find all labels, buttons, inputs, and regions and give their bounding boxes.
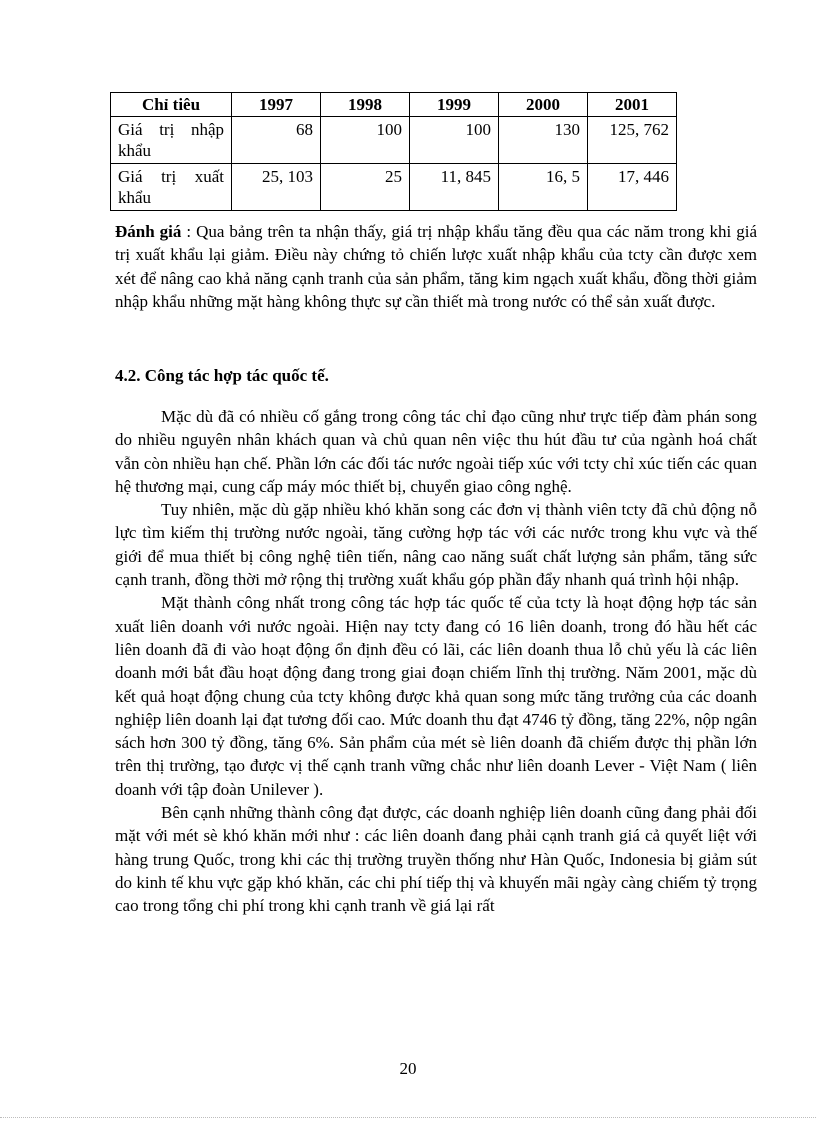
section-heading: 4.2. Công tác hợp tác quốc tế.: [115, 366, 329, 385]
table-header-row: [111, 93, 677, 117]
table-header-cell: 1999: [410, 93, 499, 117]
body-paragraph: Tuy nhiên, mặc dù gặp nhiều khó khăn song các đơn vị thành viên tcty đã chủ động nỗ lực tìm kiếm thị trường nước ngoài, tăng cường hợp tác với các nước trong khu vực và thế giới để mua thiết bị công nghệ tiên tiến, nâng cao năng suất chất lượng sản phẩm, tăng sức cạnh tranh, đồng thời mở rộng thị trường xuất khẩu góp phần đẩy nhanh quá trình hội nhập.: [115, 500, 757, 590]
table-cell: 25, 103: [232, 164, 321, 211]
evaluation-paragraph: [115, 220, 757, 313]
table-header-cell: 1997: [232, 93, 321, 117]
table-cell: 68: [232, 117, 321, 164]
page-number: 20: [399, 1059, 417, 1078]
table-cell: 100: [321, 117, 410, 164]
table-header-cell: 2001: [588, 93, 677, 117]
page-bottom-divider: [0, 1117, 816, 1118]
trade-value-table: [110, 92, 677, 211]
table-cell: 17, 446: [588, 164, 677, 211]
table-cell: 25: [321, 164, 410, 211]
body-paragraph: Mặt thành công nhất trong công tác hợp tác quốc tế của tcty là hoạt động hợp tác sản xuất liên doanh với nước ngoài. Hiện nay tcty đang có 16 liên doanh, trong đó hầu hết các liên doanh đã đi vào hoạt động ổn định đều có lãi, các liên doanh thua lỗ chủ yếu là các liên doanh mới bắt đầu hoạt động đang trong giai đoạn chiếm lĩnh thị trường. Năm 2001, mặc dù kết quả hoạt động chung của tcty không được khả quan song mức tăng trưởng của các doanh nghiệp liên doanh lại đạt tương đối cao. Mức doanh thu đạt 4746 tỷ đồng, tăng 22%, nộp ngân sách hơn 300 tỷ đồng, tăng 6%. Sản phẩm của mét sè liên doanh đã chiếm được thị phần lớn trên thị trường, tạo được vị thế cạnh tranh vững chắc như liên doanh Lever - Việt Nam ( liên doanh với tập đoàn Unilever ).: [115, 593, 757, 799]
table-row: [111, 164, 677, 211]
table-cell: 11, 845: [410, 164, 499, 211]
evaluation-label: Đánh giá: [115, 222, 182, 241]
body-text: [115, 405, 757, 918]
table-cell: 130: [499, 117, 588, 164]
table-header-cell: Chỉ tiêu: [111, 93, 232, 117]
table-cell: 125, 762: [588, 117, 677, 164]
table-cell: 16, 5: [499, 164, 588, 211]
row-label: Giá trị xuất khẩu: [111, 164, 232, 211]
body-paragraph: Mặc dù đã có nhiều cố gắng trong công tác chỉ đạo cũng như trực tiếp đàm phán song do nhiều nguyên nhân khách quan và chủ quan nên việc thu hút đầu tư của ngành hoá chất vẫn còn nhiều hạn chế. Phần lớn các đối tác nước ngoài tiếp xúc với tcty chỉ xúc tiến các quan hệ thương mại, cung cấp máy móc thiết bị, chuyển giao công nghệ.: [115, 407, 757, 496]
row-label: Giá trị nhập khẩu: [111, 117, 232, 164]
table-header-cell: 1998: [321, 93, 410, 117]
evaluation-text: : Qua bảng trên ta nhận thấy, giá trị nhập khẩu tăng đều qua các năm trong khi giá trị xuất khẩu lại giảm. Điều này chứng tỏ chiến lược xuất nhập khẩu của tcty cần được xem xét để nâng cao khả năng cạnh tranh của sản phẩm, tăng kim ngạch xuất khẩu, đồng thời giảm nhập khẩu những mặt hàng không thực sự cần thiết mà trong nước có thể sản xuất được.: [115, 222, 757, 311]
table-row: [111, 117, 677, 164]
body-paragraph: Bên cạnh những thành công đạt được, các doanh nghiệp liên doanh cũng đang phải đối mặt với mét sè khó khăn mới như : các liên doanh đang phải cạnh tranh giá cả quyết liệt với hàng trung Quốc, trong khi các thị trường truyền thống như Hàn Quốc, Indonesia bị giảm sút do kinh tế khu vực gặp khó khăn, các chi phí tiếp thị và khuyến mãi ngày càng chiếm tỷ trọng cao trong tổng chi phí trong khi cạnh tranh về giá lại rất: [115, 803, 757, 916]
table-cell: 100: [410, 117, 499, 164]
table-header-cell: 2000: [499, 93, 588, 117]
